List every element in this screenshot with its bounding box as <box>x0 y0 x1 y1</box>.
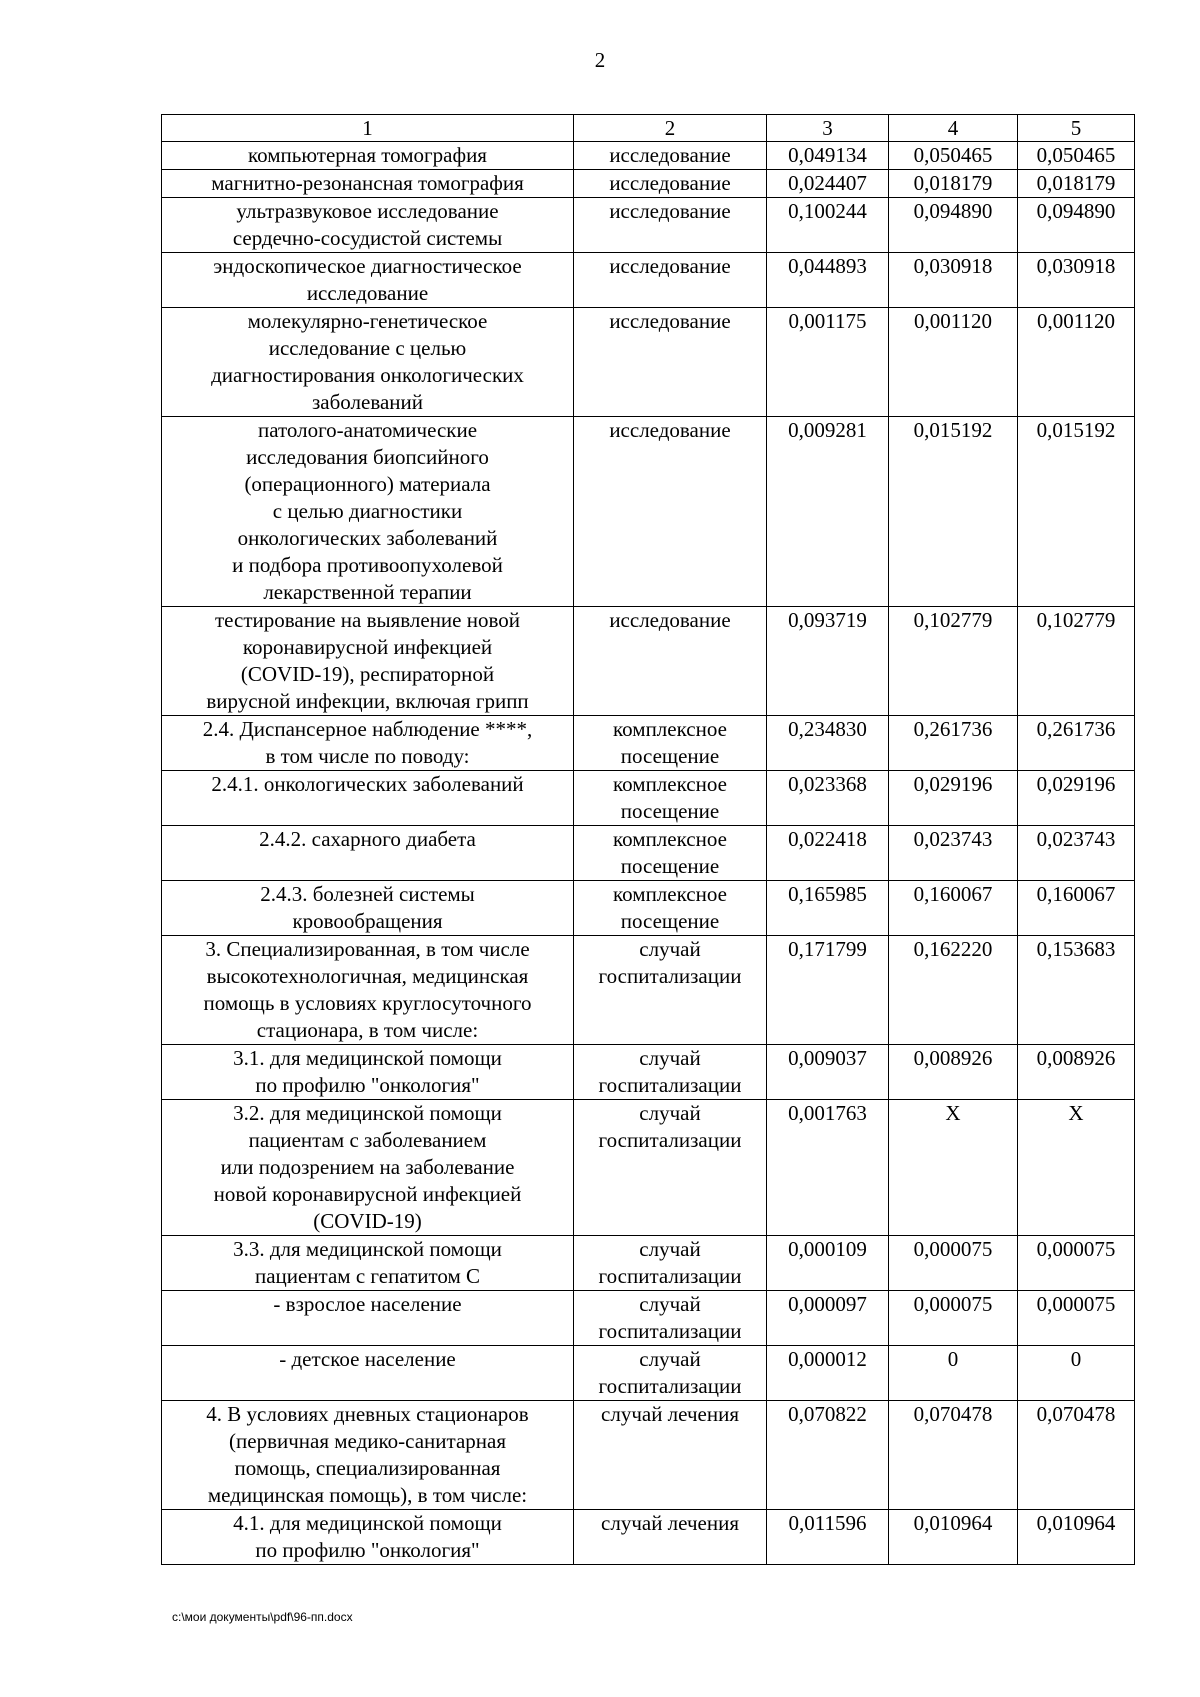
table-row <box>162 142 1135 170</box>
table-row <box>162 826 1135 881</box>
value-col-4: 0,008926 <box>889 1045 1018 1100</box>
value-col-5: 0,015192 <box>1018 417 1135 607</box>
row-label: - детское население <box>162 1346 574 1401</box>
value-col-5: 0,029196 <box>1018 771 1135 826</box>
row-label: патолого-анатомические исследования биопсийного (операционного) материала с целью диагностики онкологических заболеваний и подбора противоопухолевой лекарственной терапии <box>162 417 574 607</box>
table-body <box>162 142 1135 1565</box>
value-col-3: 0,234830 <box>767 716 889 771</box>
header-col-5: 5 <box>1018 115 1135 142</box>
row-label: 4. В условиях дневных стационаров (первичная медико-санитарная помощь, специализированная медицинская помощь), в том числе: <box>162 1401 574 1510</box>
row-label: 2.4.3. болезней системы кровообращения <box>162 881 574 936</box>
unit-of-measure: случай лечения <box>574 1401 767 1510</box>
table-row <box>162 1236 1135 1291</box>
value-col-4: 0,023743 <box>889 826 1018 881</box>
unit-of-measure: исследование <box>574 198 767 253</box>
unit-of-measure: исследование <box>574 417 767 607</box>
row-label: - взрослое население <box>162 1291 574 1346</box>
value-col-5: 0,023743 <box>1018 826 1135 881</box>
value-col-5: 0,000075 <box>1018 1236 1135 1291</box>
unit-of-measure: исследование <box>574 142 767 170</box>
header-row <box>162 115 1135 142</box>
value-col-4: 0,102779 <box>889 607 1018 716</box>
value-col-3: 0,044893 <box>767 253 889 308</box>
table-row <box>162 1346 1135 1401</box>
value-col-3: 0,001763 <box>767 1100 889 1236</box>
value-col-5: 0,094890 <box>1018 198 1135 253</box>
value-col-3: 0,000109 <box>767 1236 889 1291</box>
value-col-3: 0,171799 <box>767 936 889 1045</box>
table-row <box>162 1510 1135 1565</box>
value-col-5: 0,001120 <box>1018 308 1135 417</box>
value-col-4: 0,000075 <box>889 1291 1018 1346</box>
unit-of-measure: комплексное посещение <box>574 881 767 936</box>
row-label: магнитно-резонансная томография <box>162 170 574 198</box>
unit-of-measure: комплексное посещение <box>574 771 767 826</box>
value-col-5: 0,153683 <box>1018 936 1135 1045</box>
value-col-5: 0,030918 <box>1018 253 1135 308</box>
table-row <box>162 881 1135 936</box>
row-label: 3. Специализированная, в том числе высокотехнологичная, медицинская помощь в условиях круглосуточного стационара, в том числе: <box>162 936 574 1045</box>
value-col-4: 0,162220 <box>889 936 1018 1045</box>
value-col-4: 0,030918 <box>889 253 1018 308</box>
value-col-4: 0,029196 <box>889 771 1018 826</box>
table-row <box>162 607 1135 716</box>
row-label: 2.4. Диспансерное наблюдение ****, в том числе по поводу: <box>162 716 574 771</box>
table-row <box>162 771 1135 826</box>
table-row <box>162 417 1135 607</box>
value-col-3: 0,100244 <box>767 198 889 253</box>
value-col-4: 0,261736 <box>889 716 1018 771</box>
row-label: 2.4.1. онкологических заболеваний <box>162 771 574 826</box>
footer-file-path: c:\мои документы\pdf\96-пп.docx <box>172 1610 353 1624</box>
value-col-4: 0,070478 <box>889 1401 1018 1510</box>
unit-of-measure: случай госпитализации <box>574 1291 767 1346</box>
value-col-5: 0,018179 <box>1018 170 1135 198</box>
unit-of-measure: комплексное посещение <box>574 826 767 881</box>
value-col-5: 0,070478 <box>1018 1401 1135 1510</box>
table-row <box>162 1045 1135 1100</box>
value-col-3: 0,023368 <box>767 771 889 826</box>
unit-of-measure: случай госпитализации <box>574 1045 767 1100</box>
header-col-3: 3 <box>767 115 889 142</box>
value-col-4: 0,160067 <box>889 881 1018 936</box>
value-col-5: 0,050465 <box>1018 142 1135 170</box>
value-col-4: 0,094890 <box>889 198 1018 253</box>
value-col-3: 0,009281 <box>767 417 889 607</box>
table-row <box>162 1100 1135 1236</box>
standards-table <box>161 114 1135 1565</box>
value-col-3: 0,009037 <box>767 1045 889 1100</box>
value-col-3: 0,049134 <box>767 142 889 170</box>
unit-of-measure: исследование <box>574 170 767 198</box>
value-col-5: 0,008926 <box>1018 1045 1135 1100</box>
row-label: 3.2. для медицинской помощи пациентам с заболеванием или подозрением на заболевание новой коронавирусной инфекцией (COVID-19) <box>162 1100 574 1236</box>
value-col-4: 0,050465 <box>889 142 1018 170</box>
unit-of-measure: исследование <box>574 253 767 308</box>
value-col-3: 0,000012 <box>767 1346 889 1401</box>
table-row <box>162 308 1135 417</box>
unit-of-measure: случай госпитализации <box>574 1346 767 1401</box>
unit-of-measure: комплексное посещение <box>574 716 767 771</box>
row-label: 3.1. для медицинской помощи по профилю "онкология" <box>162 1045 574 1100</box>
unit-of-measure: исследование <box>574 308 767 417</box>
value-col-4: 0,001120 <box>889 308 1018 417</box>
row-label: эндоскопическое диагностическое исследование <box>162 253 574 308</box>
header-col-4: 4 <box>889 115 1018 142</box>
row-label: компьютерная томография <box>162 142 574 170</box>
table-row <box>162 716 1135 771</box>
header-col-1: 1 <box>162 115 574 142</box>
value-col-5: Х <box>1018 1100 1135 1236</box>
value-col-5: 0,102779 <box>1018 607 1135 716</box>
value-col-5: 0,261736 <box>1018 716 1135 771</box>
value-col-3: 0,093719 <box>767 607 889 716</box>
value-col-5: 0,010964 <box>1018 1510 1135 1565</box>
value-col-3: 0,070822 <box>767 1401 889 1510</box>
table-row <box>162 253 1135 308</box>
table-header <box>162 115 1135 142</box>
row-label: ультразвуковое исследование сердечно-сосудистой системы <box>162 198 574 253</box>
value-col-4: 0 <box>889 1346 1018 1401</box>
value-col-4: 0,000075 <box>889 1236 1018 1291</box>
row-label: 3.3. для медицинской помощи пациентам с гепатитом С <box>162 1236 574 1291</box>
row-label: 2.4.2. сахарного диабета <box>162 826 574 881</box>
value-col-4: 0,018179 <box>889 170 1018 198</box>
unit-of-measure: случай госпитализации <box>574 1100 767 1236</box>
header-col-2: 2 <box>574 115 767 142</box>
value-col-4: 0,010964 <box>889 1510 1018 1565</box>
value-col-5: 0 <box>1018 1346 1135 1401</box>
row-label: молекулярно-генетическое исследование с целью диагностирования онкологических заболеваний <box>162 308 574 417</box>
unit-of-measure: случай госпитализации <box>574 1236 767 1291</box>
unit-of-measure: случай лечения <box>574 1510 767 1565</box>
table-row <box>162 1291 1135 1346</box>
value-col-3: 0,011596 <box>767 1510 889 1565</box>
value-col-5: 0,000075 <box>1018 1291 1135 1346</box>
value-col-3: 0,000097 <box>767 1291 889 1346</box>
table-row <box>162 936 1135 1045</box>
value-col-5: 0,160067 <box>1018 881 1135 936</box>
value-col-4: Х <box>889 1100 1018 1236</box>
row-label: тестирование на выявление новой коронавирусной инфекцией (COVID-19), респираторной вирусной инфекции, включая грипп <box>162 607 574 716</box>
table-row <box>162 170 1135 198</box>
unit-of-measure: случай госпитализации <box>574 936 767 1045</box>
value-col-3: 0,024407 <box>767 170 889 198</box>
value-col-4: 0,015192 <box>889 417 1018 607</box>
page-number: 2 <box>594 48 606 72</box>
row-label: 4.1. для медицинской помощи по профилю "онкология" <box>162 1510 574 1565</box>
unit-of-measure: исследование <box>574 607 767 716</box>
table-row <box>162 198 1135 253</box>
value-col-3: 0,001175 <box>767 308 889 417</box>
table-row <box>162 1401 1135 1510</box>
value-col-3: 0,165985 <box>767 881 889 936</box>
value-col-3: 0,022418 <box>767 826 889 881</box>
